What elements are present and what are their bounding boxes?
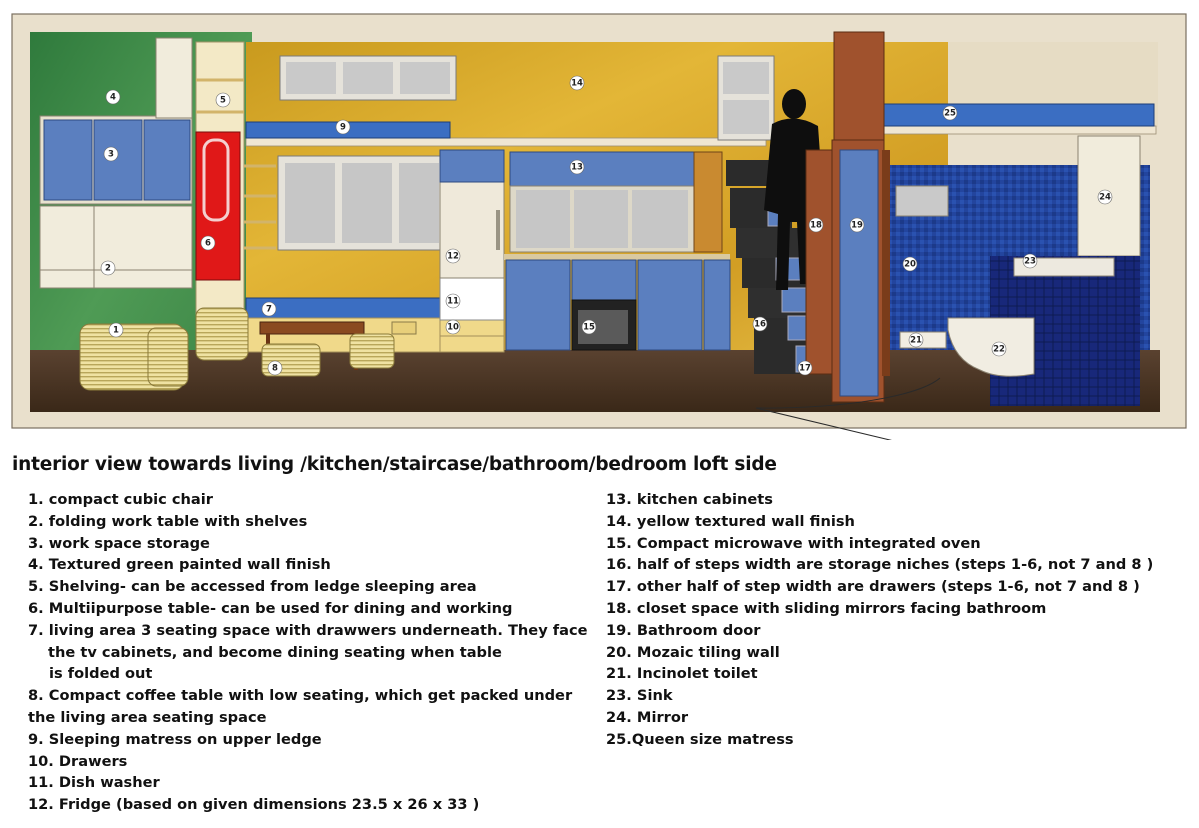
marker-label: 11 — [447, 296, 459, 307]
legend-item: 8. Compact coffee table with low seating, which get packed under — [28, 687, 573, 705]
queen-mattress — [884, 104, 1154, 126]
loft-door — [834, 32, 884, 152]
marker-21 — [909, 333, 923, 347]
marker-label: 2 — [105, 263, 111, 274]
legend-item: 2. folding work table with shelves — [28, 512, 308, 530]
marker-5 — [216, 93, 230, 107]
marker-label: 21 — [910, 335, 922, 346]
multipurpose-table — [196, 132, 240, 280]
legend-item: 19. Bathroom door — [606, 621, 761, 639]
marker-label: 10 — [447, 322, 459, 333]
legend-item: 6. Multiipurpose table- can be used for dining and working — [28, 599, 513, 617]
legend-item: 24. Mirror — [606, 708, 689, 726]
ledge-floor — [246, 138, 766, 146]
lower-windows — [278, 156, 444, 250]
marker-label: 4 — [110, 92, 116, 103]
legend-item: 16. half of steps width are storage niches (steps 1-6, not 7 and 8 ) — [606, 556, 1154, 574]
legend-item: 18. closet space with sliding mirrors facing bathroom — [606, 599, 1047, 617]
marker-label: 6 — [205, 238, 211, 249]
marker-label: 20 — [904, 259, 916, 270]
marker-label: 25 — [944, 108, 956, 119]
marker-14 — [570, 76, 584, 90]
legend-item: 3. work space storage — [28, 534, 210, 552]
marker-label: 12 — [447, 251, 459, 262]
legend-right — [606, 489, 1153, 751]
marker-11 — [446, 294, 460, 308]
legend-item: 23. Sink — [606, 687, 673, 705]
marker-19 — [850, 218, 864, 232]
marker-label: 16 — [754, 319, 766, 330]
marker-10 — [446, 320, 460, 334]
marker-label: 8 — [272, 363, 278, 374]
marker-8 — [268, 361, 282, 375]
marker-3 — [104, 147, 118, 161]
legend-item-continued: is folded out — [49, 665, 153, 683]
marker-25 — [943, 106, 957, 120]
marker-2 — [101, 261, 115, 275]
marker-15 — [582, 320, 596, 334]
folding-work-table — [40, 206, 192, 288]
storage-column — [156, 38, 192, 118]
marker-label: 1 — [113, 325, 119, 336]
marker-17 — [798, 361, 812, 375]
drawing-title: interior view towards living /kitchen/staircase/bathroom/bedroom loft side — [12, 454, 777, 475]
marker-label: 19 — [851, 220, 863, 231]
marker-24 — [1098, 190, 1112, 204]
legend-item: 1. compact cubic chair — [28, 491, 213, 508]
legend-item: 12. Fridge (based on given dimensions 23.5 x 26 x 33 ) — [28, 796, 480, 814]
legend-item: 15. Compact microwave with integrated oven — [606, 534, 981, 552]
marker-23 — [1023, 254, 1037, 268]
legend-item: 10. Drawers — [28, 752, 128, 770]
marker-6 — [201, 236, 215, 250]
legend-item: 11. Dish washer — [28, 774, 160, 792]
legend-item: 9. Sleeping matress on upper ledge — [28, 730, 322, 748]
cubic-chair-2 — [196, 308, 248, 360]
marker-label: 14 — [571, 78, 583, 89]
legend-item: 4. Textured green painted wall finish — [28, 556, 331, 574]
legend-item: 14. yellow textured wall finish — [606, 512, 855, 530]
legend-item: 17. other half of step width are drawers (steps 1-6, not 7 and 8 ) — [606, 578, 1140, 596]
marker-12 — [446, 249, 460, 263]
fridge — [440, 182, 504, 278]
legend-item: 13. kitchen cabinets — [606, 491, 773, 508]
marker-16 — [753, 317, 767, 331]
marker-label: 17 — [799, 363, 811, 374]
marker-label: 24 — [1099, 192, 1111, 203]
marker-22 — [992, 342, 1006, 356]
marker-13 — [570, 160, 584, 174]
marker-9 — [336, 120, 350, 134]
marker-4 — [106, 90, 120, 104]
marker-label: 5 — [220, 95, 226, 106]
legend-item: 7. living area 3 seating space with drawwers underneath. They face — [28, 621, 588, 639]
marker-label: 13 — [571, 162, 583, 173]
marker-20 — [903, 257, 917, 271]
loft-floor — [880, 126, 1156, 134]
marker-label: 22 — [993, 344, 1005, 355]
legend-item: 25.Queen size matress — [606, 730, 794, 748]
legend-item: 21. Incinolet toilet — [606, 665, 758, 683]
marker-label: 23 — [1024, 256, 1036, 267]
microwave-oven — [572, 300, 636, 350]
marker-label: 15 — [583, 322, 595, 333]
marker-7 — [262, 302, 276, 316]
work-space-storage — [40, 116, 192, 204]
legend-item: 20. Mozaic tiling wall — [606, 643, 780, 661]
legend-item-continued: the tv cabinets, and become dining seating when table — [48, 643, 502, 661]
legend-item: 5. Shelving- can be accessed from ledge sleeping area — [28, 578, 477, 596]
marker-1 — [109, 323, 123, 337]
bathroom-door — [832, 140, 890, 402]
marker-18 — [809, 218, 823, 232]
marker-label: 7 — [266, 304, 272, 315]
marker-label: 9 — [340, 122, 346, 133]
legend-left — [28, 489, 588, 816]
bath-window — [896, 186, 948, 216]
legend-item-continued: the living area seating space — [28, 708, 267, 726]
cubic-chair — [80, 324, 188, 390]
marker-label: 18 — [810, 220, 822, 231]
marker-label: 3 — [108, 149, 114, 160]
